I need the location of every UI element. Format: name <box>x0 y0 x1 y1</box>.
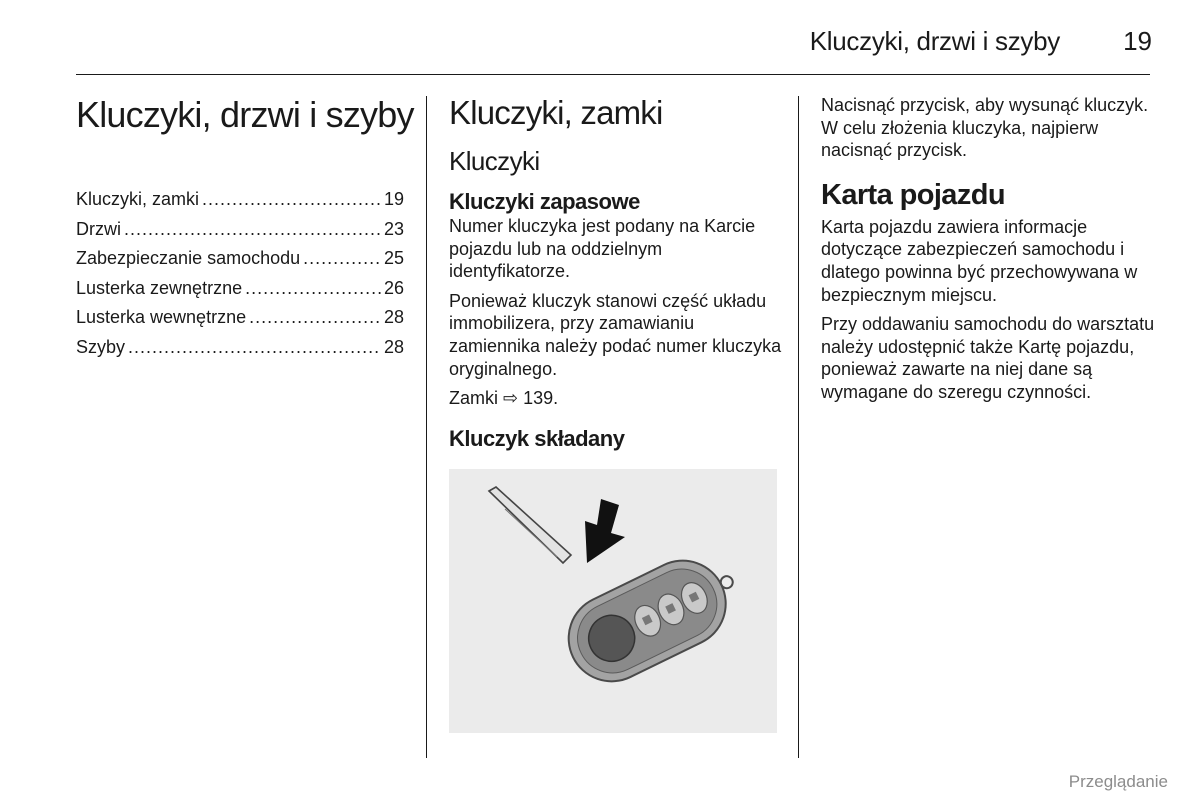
folding-key-heading: Kluczyk składany <box>449 425 625 451</box>
toc-label: Lusterka wewnętrzne <box>76 307 247 328</box>
toc-page: 23 <box>383 218 404 239</box>
cross-reference[interactable] <box>449 387 784 410</box>
toc-label: Zabezpieczanie samochodu <box>76 248 301 269</box>
press-arrow-icon <box>585 499 625 563</box>
toc-item-vehicle-security[interactable] <box>76 248 404 278</box>
vehicle-card-paragraph-2: Przy oddawaniu samochodu do warsztatu należy udostępnić także Kartę pojazdu, ponieważ zawarte na niej dane są wymagane do szeregu czynności. <box>821 314 1155 402</box>
toc-item-windows[interactable] <box>76 337 404 367</box>
middle-column <box>449 94 784 452</box>
toc-page: 28 <box>383 336 404 357</box>
running-header-title: Kluczyki, drzwi i szyby <box>809 26 1060 56</box>
arrow-right-icon: ⇨ <box>503 388 519 409</box>
toc-page: 28 <box>383 307 404 328</box>
spare-keys-paragraph-2: Ponieważ kluczyk stanowi część układu immobilizera, przy zamawianiu zamiennika należy podać numer kluczyka oryginalnego. <box>449 290 782 379</box>
header-divider <box>76 74 1150 75</box>
toc-page: 26 <box>383 277 404 298</box>
cross-reference-label: Zamki <box>449 388 498 409</box>
toc-item-locks[interactable] <box>76 189 404 219</box>
release-button-paragraph: Nacisnąć przycisk, aby wysunąć kluczyk. W celu złożenia kluczyka, najpierw nacisnąć przycisk. <box>821 95 1149 161</box>
toc-label: Kluczyki, zamki <box>76 189 200 209</box>
toc-page: 19 <box>383 189 404 209</box>
right-column <box>821 94 1161 404</box>
chapter-title: Kluczyki, drzwi i szyby <box>76 94 414 135</box>
spare-keys-paragraph-1: Numer kluczyka jest podany na Karcie pojazdu lub na oddzielnym identyfikatorze. <box>449 216 756 282</box>
key-fob-body <box>554 541 751 696</box>
toc-item-doors[interactable] <box>76 219 404 249</box>
column-divider-right <box>798 96 799 758</box>
toc-item-exterior-mirrors[interactable] <box>76 278 404 308</box>
vehicle-card-paragraph-1: Karta pojazdu zawiera informacje dotyczące zabezpieczeń samochodu i dlatego powinna być przechowywana w bezpiecznym miejscu. <box>821 216 1138 305</box>
page-number: 19 <box>1123 26 1152 56</box>
column-divider-left <box>426 96 427 758</box>
key-blade <box>489 487 571 563</box>
cross-reference-page: 139. <box>523 388 559 409</box>
toc-label: Lusterka zewnętrzne <box>76 277 243 298</box>
section-title: Kluczyki, zamki <box>449 94 663 131</box>
key-blade-groove <box>505 509 557 557</box>
folding-key-illustration <box>449 469 777 733</box>
toc-item-interior-mirrors[interactable] <box>76 307 404 337</box>
footer-link[interactable]: Przeglądanie <box>1068 772 1168 791</box>
folding-key-drawing <box>449 469 777 733</box>
toc-label: Drzwi <box>76 218 121 239</box>
table-of-contents <box>76 189 404 367</box>
vehicle-card-heading: Karta pojazdu <box>821 178 1005 211</box>
toc-label: Szyby <box>76 336 126 357</box>
spare-keys-heading: Kluczyki zapasowe <box>449 189 640 214</box>
toc-page: 25 <box>383 248 404 269</box>
subsection-title: Kluczyki <box>449 146 540 176</box>
